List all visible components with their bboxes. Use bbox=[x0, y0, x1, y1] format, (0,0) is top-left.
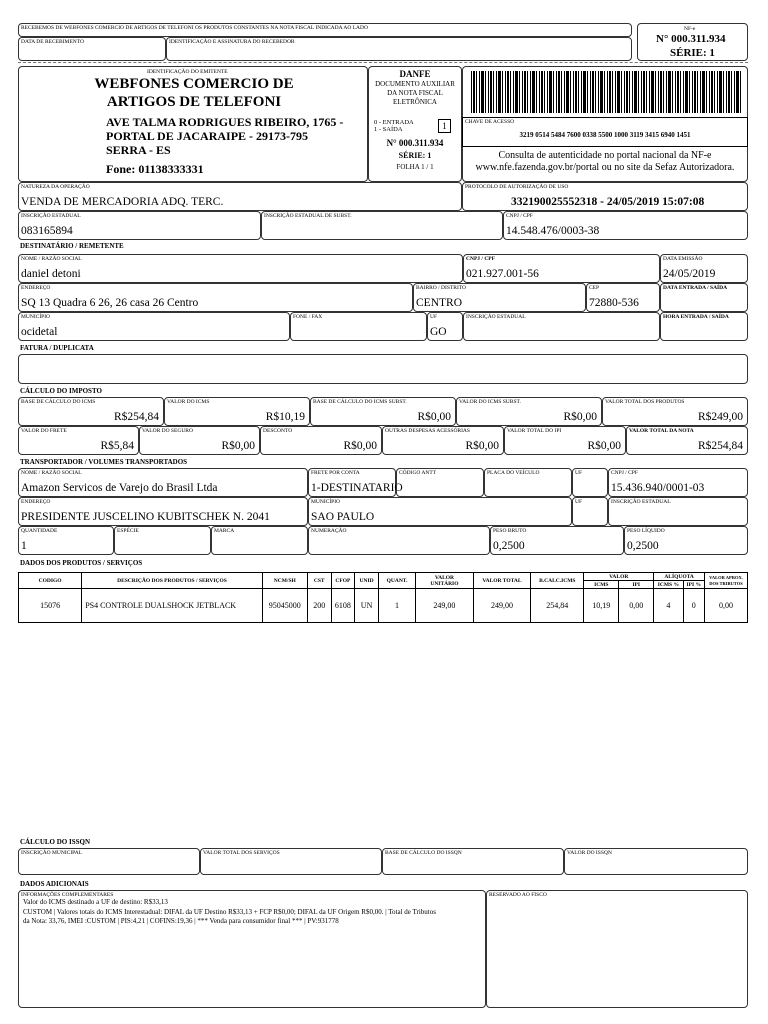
tr-cnpj-label: CNPJ / CPF bbox=[611, 470, 638, 476]
dest-section: DESTINATÁRIO / REMETENTE bbox=[20, 242, 124, 250]
imp-outras-label: OUTRAS DESPESAS ACESSÓRIAS bbox=[385, 428, 470, 434]
consulta-line-1: Consulta de autenticidade no portal nacional da NF-e bbox=[498, 150, 712, 161]
th-codigo: CODIGO bbox=[19, 573, 82, 589]
issqn-im-box bbox=[18, 848, 200, 875]
info-line-2: CUSTOM | Valores totais do ICMS Interestadual: DIFAL da UF Destino R$33,13 + FCP R$0,00; DIFAL da UF Origem R$0,00. | Total de Tributos bbox=[23, 908, 436, 916]
dest-bairro-box bbox=[413, 283, 586, 312]
issqn-valor-label: VALOR DO ISSQN bbox=[567, 850, 612, 856]
imposto-section: CÁLCULO DO IMPOSTO bbox=[20, 387, 102, 395]
dest-uf-label: UF bbox=[430, 314, 438, 320]
dest-cep: 72880-536 bbox=[589, 297, 639, 309]
imp-bc-icms-label: BASE DE CÁLCULO DO ICMS bbox=[21, 399, 96, 405]
tr-uf2-label: UF bbox=[575, 499, 583, 505]
dest-bairro-label: BAIRRO / DISTRITO bbox=[416, 285, 467, 291]
tr-uf-label: UF bbox=[575, 470, 583, 476]
consulta-line-2: www.nfe.fazenda.gov.br/portal ou no site da Sefaz Autorizadora. bbox=[475, 162, 735, 173]
canhoto-text-box bbox=[18, 23, 632, 37]
dest-cnpj-label: CNPJ / CPF bbox=[466, 256, 496, 262]
th-vunit-2: UNITÁRIO bbox=[430, 580, 459, 587]
cell-cst: 200 bbox=[307, 589, 331, 623]
imp-vprod-label: VALOR TOTAL DOS PRODUTOS bbox=[605, 399, 685, 405]
danfe-serie: SÉRIE: 1 bbox=[398, 151, 432, 160]
th-vunit bbox=[416, 573, 474, 589]
iest-box bbox=[261, 211, 503, 240]
cell-quant: 1 bbox=[378, 589, 415, 623]
protocolo-label: PROTOCOLO DE AUTORIZAÇÃO DE USO bbox=[465, 184, 569, 190]
tr-ie-box bbox=[608, 497, 748, 526]
imp-vnota-box bbox=[626, 426, 748, 455]
cut-line bbox=[18, 62, 748, 63]
imp-desconto-value: R$0,00 bbox=[343, 440, 377, 452]
imp-bc-icms-value: R$254,84 bbox=[113, 411, 159, 423]
canhoto-serie: SÉRIE: 1 bbox=[670, 47, 715, 59]
issqn-section: CÁLCULO DO ISSQN bbox=[20, 838, 91, 846]
barcode-box bbox=[462, 66, 748, 182]
cell-desc: PS4 CONTROLE DUALSHOCK JETBLACK bbox=[82, 589, 263, 623]
ie-value: 083165894 bbox=[21, 225, 73, 237]
imp-v-st-label: VALOR DO ICMS SUBST. bbox=[459, 399, 521, 405]
cell-bcalc: 254,84 bbox=[531, 589, 584, 623]
imp-desconto-label: DESCONTO bbox=[263, 428, 293, 434]
natureza-value: VENDA DE MERCADORIA ADQ. TERC. bbox=[21, 196, 224, 208]
tr-pl: 0,2500 bbox=[627, 540, 659, 552]
issqn-vserv-label: VALOR TOTAL DOS SERVIÇOS bbox=[203, 850, 280, 856]
th-icms: ICMS bbox=[584, 581, 619, 589]
issqn-base-box bbox=[382, 848, 564, 875]
dest-uf: GO bbox=[430, 326, 447, 338]
dest-uf-box bbox=[427, 312, 463, 341]
info-line-1: Valor do ICMS destinado a UF de destino: R$33,13 bbox=[23, 898, 168, 906]
tr-pl-label: PESO LÍQUIDO bbox=[627, 528, 665, 534]
dest-emissao: 24/05/2019 bbox=[663, 268, 716, 280]
dest-nome: daniel detoni bbox=[21, 268, 81, 280]
canhoto-nfe-box bbox=[637, 23, 748, 61]
dest-cnpj: 021.927.001-56 bbox=[466, 268, 539, 280]
tr-uf-box bbox=[572, 468, 608, 497]
chave-label: CHAVE DE ACESSO bbox=[465, 119, 515, 125]
th-vunit-1: VALOR bbox=[434, 574, 454, 581]
danfe-tipo: 1 bbox=[438, 119, 451, 133]
danfe-folha: FOLHA 1 / 1 bbox=[396, 163, 434, 171]
dest-cep-box bbox=[586, 283, 660, 312]
th-vtotal: VALOR TOTAL bbox=[473, 573, 531, 589]
barcode bbox=[471, 71, 741, 113]
imp-vnota-value: R$254,84 bbox=[697, 440, 743, 452]
danfe-box bbox=[368, 66, 462, 182]
imp-v-st-box bbox=[456, 397, 602, 426]
produtos-section: DADOS DOS PRODUTOS / SERVIÇOS bbox=[20, 559, 143, 567]
th-ncm: NCM/SH bbox=[262, 573, 307, 589]
table-row bbox=[19, 589, 748, 623]
emitente-name-1: WEBFONES COMERCIO DE bbox=[94, 76, 294, 92]
cell-aicms: 4 bbox=[654, 589, 683, 623]
th-quant: QUANT. bbox=[378, 573, 415, 589]
tr-nome-box bbox=[18, 468, 308, 497]
tr-placa-label: PLACA DO VEÍCULO bbox=[487, 470, 540, 476]
issqn-im-label: INSCRIÇÃO MUNICIPAL bbox=[21, 850, 83, 856]
info-comp-label: INFORMAÇÕES COMPLEMENTARES bbox=[21, 892, 114, 898]
imp-outras-value: R$0,00 bbox=[465, 440, 499, 452]
canhoto-data-label: DATA DE RECEBIMENTO bbox=[21, 39, 85, 45]
protocolo-value: 332190025552318 - 24/05/2019 15:07:08 bbox=[511, 196, 705, 208]
dest-mun-box bbox=[18, 312, 290, 341]
imp-frete-value: R$5,84 bbox=[100, 440, 134, 452]
info-line-3: da Nota: 33,76, IMEI :CUSTOM | PIS:4,21 | COFINS:19,36 | *** Venda para consumidor final *** | PV:931778 bbox=[23, 917, 339, 925]
th-aipi: IPI % bbox=[683, 581, 704, 589]
imp-outras-box bbox=[382, 426, 504, 455]
emitente-addr-2: PORTAL DE JACARAIPE - 29173-795 bbox=[106, 129, 309, 143]
emitente-name-2: ARTIGOS DE TELEFONI bbox=[106, 94, 282, 110]
dest-mun-label: MUNICÍPIO bbox=[21, 314, 51, 320]
imp-v-icms-value: R$10,19 bbox=[265, 411, 305, 423]
th-ipi: IPI bbox=[619, 581, 654, 589]
emitente-label: IDENTIFICAÇÃO DO EMITENTE bbox=[147, 69, 228, 75]
ie-label: INSCRIÇÃO ESTADUAL bbox=[21, 213, 81, 219]
tr-nome: Amazon Servicos de Varejo do Brasil Ltda bbox=[21, 482, 218, 494]
imp-desconto-box bbox=[260, 426, 382, 455]
tr-marca-box bbox=[211, 526, 308, 555]
emitente-box bbox=[18, 66, 368, 182]
tr-marca-label: MARCA bbox=[214, 528, 235, 534]
th-valor: VALOR bbox=[584, 573, 654, 581]
canhoto-nfe-label: NF-e bbox=[684, 26, 696, 32]
produtos-table bbox=[18, 572, 748, 623]
chave-value: 3219 0514 5484 7600 0338 5500 1000 3119 3415 6940 1451 bbox=[519, 131, 691, 139]
tr-mun: SAO PAULO bbox=[311, 511, 375, 523]
cnpj-emit-value: 14.548.476/0003-38 bbox=[506, 225, 600, 237]
imp-seguro-box bbox=[139, 426, 260, 455]
th-aliq: ALÍQUOTA bbox=[654, 573, 705, 581]
dest-end: SQ 13 Quadra 6 26, 26 casa 26 Centro bbox=[21, 297, 199, 309]
tr-nome-label: NOME / RAZÃO SOCIAL bbox=[21, 470, 82, 476]
dest-nome-label: NOME / RAZÃO SOCIAL bbox=[21, 256, 82, 262]
th-trib bbox=[704, 573, 747, 589]
canhoto-assin-box bbox=[166, 37, 632, 61]
tr-antt-label: CÓDIGO ANTT bbox=[399, 470, 437, 476]
canhoto-assin-label: IDENTIFICAÇÃO E ASSINATURA DO RECEBEDOR bbox=[169, 39, 295, 45]
cell-aipi: 0 bbox=[683, 589, 704, 623]
dest-ie-label: INSCRIÇÃO ESTADUAL bbox=[466, 314, 526, 320]
issqn-valor-box bbox=[564, 848, 748, 875]
emitente-fone: Fone: 01138333331 bbox=[106, 162, 204, 176]
danfe-saida: 1 - SAÍDA bbox=[374, 126, 403, 133]
issqn-vserv-box bbox=[200, 848, 382, 875]
imp-frete-label: VALOR DO FRETE bbox=[21, 428, 67, 434]
tr-esp-box bbox=[114, 526, 211, 555]
dest-entsai-label: DATA ENTRADA / SAÍDA bbox=[663, 285, 728, 291]
natureza-label: NATUREZA DA OPERAÇÃO bbox=[21, 184, 90, 190]
tr-uf2-box bbox=[572, 497, 608, 526]
info-comp-box bbox=[18, 890, 486, 1008]
adicionais-section: DADOS ADICIONAIS bbox=[20, 880, 89, 888]
cell-unid: UN bbox=[355, 589, 379, 623]
imp-ipi-box bbox=[504, 426, 626, 455]
dest-hora-box bbox=[660, 312, 748, 341]
th-trib-2: DOS TRIBUTOS bbox=[709, 580, 743, 586]
tr-frete-box bbox=[308, 468, 403, 497]
tr-pb: 0,2500 bbox=[493, 540, 525, 552]
tr-frete-label: FRETE POR CONTA bbox=[311, 470, 360, 476]
th-aicms: ICMS % bbox=[654, 581, 683, 589]
issqn-base-label: BASE DE CÁLCULO DO ISSQN bbox=[385, 850, 462, 856]
imp-vprod-box bbox=[602, 397, 748, 426]
canhoto-text: RECEBEMOS DE WEBFONES COMERCIO DE ARTIGOS DE TELEFONI OS PRODUTOS CONSTANTES NA NOTA FISCAL INDICADA AO LADO bbox=[21, 25, 368, 31]
imp-vprod-value: R$249,00 bbox=[697, 411, 743, 423]
th-cfop: CFOP bbox=[331, 573, 355, 589]
tr-cnpj-box bbox=[608, 468, 748, 497]
dest-entsai-box bbox=[660, 283, 748, 312]
tr-placa-box bbox=[484, 468, 572, 497]
cell-vipi: 0,00 bbox=[619, 589, 654, 623]
tr-mun-box bbox=[308, 497, 572, 526]
dest-cep-label: CEP bbox=[589, 285, 600, 291]
cell-vicms: 10,19 bbox=[584, 589, 619, 623]
dest-fone-box bbox=[290, 312, 427, 341]
imp-bc-st-box bbox=[310, 397, 456, 426]
tr-end: PRESIDENTE JUSCELINO KUBITSCHEK N. 2041 bbox=[21, 511, 270, 523]
dest-ie-box bbox=[463, 312, 660, 341]
danfe-sub-1: DOCUMENTO AUXILIAR bbox=[375, 80, 455, 88]
tr-end-box bbox=[18, 497, 308, 526]
imp-frete-box bbox=[18, 426, 139, 455]
danfe-numero: N° 000.311.934 bbox=[386, 138, 444, 148]
tr-antt-box bbox=[396, 468, 484, 497]
danfe-entrada: 0 - ENTRADA bbox=[374, 119, 414, 126]
th-bcalc: B.CALC.ICMS bbox=[531, 573, 584, 589]
canhoto-numero: N° 000.311.934 bbox=[656, 33, 726, 45]
tr-ie-label: INSCRIÇÃO ESTADUAL bbox=[611, 499, 671, 505]
imp-seguro-label: VALOR DO SEGURO bbox=[142, 428, 193, 434]
tr-pl-box bbox=[624, 526, 748, 555]
transp-section: TRANSPORTADOR / VOLUMES TRANSPORTADOS bbox=[20, 458, 188, 466]
protocolo-box bbox=[462, 182, 748, 211]
cell-vtotal: 249,00 bbox=[473, 589, 531, 623]
tr-mun-label: MUNICÍPIO bbox=[311, 499, 341, 505]
cnpj-emit-label: CNPJ / CPF bbox=[506, 213, 533, 219]
danfe-title: DANFE bbox=[399, 69, 431, 79]
dest-end-label: ENDEREÇO bbox=[21, 285, 51, 291]
tr-qtd-label: QUANTIDADE bbox=[21, 528, 58, 534]
emitente-addr-1: AVE TALMA RODRIGUES RIBEIRO, 1765 - bbox=[106, 115, 344, 129]
cnpj-emit-box bbox=[503, 211, 748, 240]
canhoto-data-box bbox=[18, 37, 166, 61]
th-unid: UNID bbox=[355, 573, 379, 589]
danfe-sub-2: DA NOTA FISCAL bbox=[387, 89, 443, 97]
tr-end-label: ENDEREÇO bbox=[21, 499, 51, 505]
tr-num-label: NUMERAÇÃO bbox=[311, 528, 347, 534]
imp-v-icms-box bbox=[164, 397, 310, 426]
dest-cnpj-box bbox=[463, 254, 660, 283]
tr-pb-box bbox=[490, 526, 624, 555]
imp-seguro-value: R$0,00 bbox=[221, 440, 255, 452]
imp-ipi-value: R$0,00 bbox=[587, 440, 621, 452]
tr-num-box bbox=[308, 526, 490, 555]
dest-end-box bbox=[18, 283, 413, 312]
th-trib-1: VALOR APROX. bbox=[709, 574, 743, 580]
cell-cfop: 6108 bbox=[331, 589, 355, 623]
fatura-section: FATURA / DUPLICATA bbox=[20, 344, 94, 352]
tr-qtd: 1 bbox=[21, 540, 27, 552]
tr-qtd-box bbox=[18, 526, 114, 555]
emitente-addr-3: SERRA - ES bbox=[106, 143, 171, 157]
iest-label: INSCRIÇÃO ESTADUAL DE SUBST. bbox=[264, 213, 352, 219]
imp-bc-icms-box bbox=[18, 397, 164, 426]
imp-bc-st-value: R$0,00 bbox=[417, 411, 451, 423]
tr-esp-label: ESPÉCIE bbox=[117, 528, 139, 534]
dest-emissao-box bbox=[660, 254, 748, 283]
dest-hora-label: HORA ENTRADA / SAÍDA bbox=[663, 314, 729, 320]
dest-emissao-label: DATA EMISSÃO bbox=[663, 256, 703, 262]
ie-box bbox=[18, 211, 261, 240]
fisco-label: RESERVADO AO FISCO bbox=[489, 892, 547, 898]
dest-bairro: CENTRO bbox=[416, 297, 462, 309]
fisco-box bbox=[486, 890, 748, 1008]
chave-box bbox=[462, 117, 748, 147]
danfe-sub-3: ELETRÔNICA bbox=[393, 98, 437, 106]
cell-vunit: 249,00 bbox=[416, 589, 474, 623]
tr-frete: 1-DESTINATARIO bbox=[311, 482, 403, 494]
natureza-box bbox=[18, 182, 462, 211]
tr-pb-label: PESO BRUTO bbox=[493, 528, 527, 534]
imp-v-icms-label: VALOR DO ICMS bbox=[167, 399, 210, 405]
tr-cnpj: 15.436.940/0001-03 bbox=[611, 482, 705, 494]
fatura-box bbox=[18, 354, 748, 384]
cell-trib: 0,00 bbox=[704, 589, 747, 623]
cell-ncm: 95045000 bbox=[262, 589, 307, 623]
th-cst: CST bbox=[307, 573, 331, 589]
imp-ipi-label: VALOR TOTAL DO IPI bbox=[507, 428, 562, 434]
imp-bc-st-label: BASE DE CÁLCULO DO ICMS SUBST. bbox=[313, 399, 407, 405]
th-desc: DESCRIÇÃO DOS PRODUTOS / SERVIÇOS bbox=[82, 573, 263, 589]
cell-codigo: 15076 bbox=[19, 589, 82, 623]
dest-mun: ocidetal bbox=[21, 326, 58, 338]
imp-v-st-value: R$0,00 bbox=[563, 411, 597, 423]
dest-nome-box bbox=[18, 254, 463, 283]
imp-vnota-label: VALOR TOTAL DA NOTA bbox=[629, 428, 694, 434]
dest-fone-label: FONE / FAX bbox=[293, 314, 323, 320]
